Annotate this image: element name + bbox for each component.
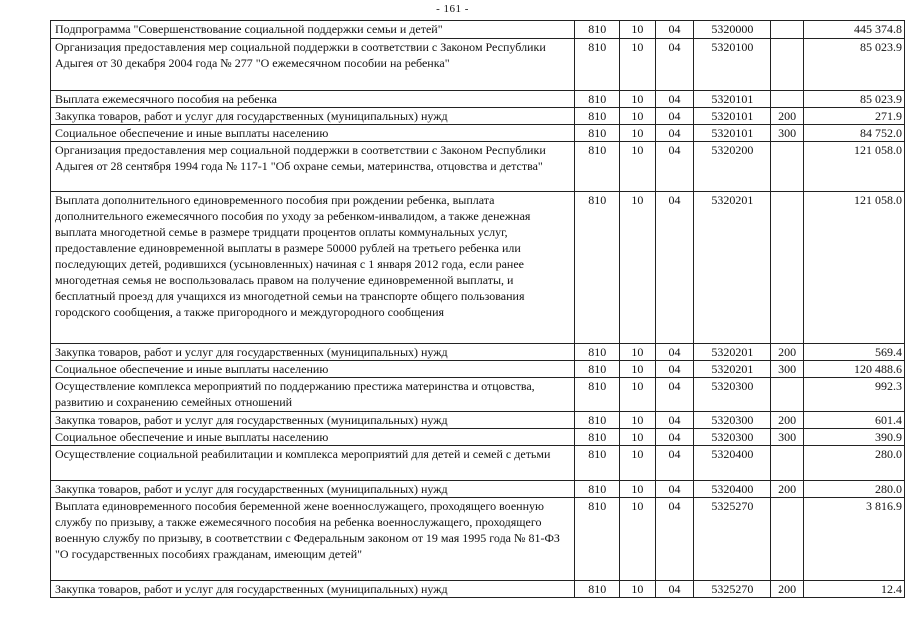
row-subsection: 04	[655, 142, 694, 192]
row-subsection: 04	[655, 91, 694, 108]
row-amount: 120 488.6	[803, 361, 904, 378]
row-article: 5320300	[694, 412, 771, 429]
table-row	[51, 446, 905, 481]
row-amount: 12.4	[803, 581, 904, 598]
row-article: 5320101	[694, 91, 771, 108]
row-ministry: 810	[575, 412, 620, 429]
row-amount: 84 752.0	[803, 125, 904, 142]
table-row	[51, 192, 905, 344]
row-name: Закупка товаров, работ и услуг для государственных (муниципальных) нужд	[51, 412, 575, 429]
row-subsection: 04	[655, 481, 694, 498]
row-subsection: 04	[655, 429, 694, 446]
table-row	[51, 429, 905, 446]
table-row	[51, 108, 905, 125]
table-row	[51, 361, 905, 378]
row-name: Социальное обеспечение и иные выплаты населению	[51, 429, 575, 446]
row-amount: 992.3	[803, 378, 904, 412]
row-expense-type	[771, 21, 803, 39]
row-subsection: 04	[655, 39, 694, 91]
row-name: Закупка товаров, работ и услуг для государственных (муниципальных) нужд	[51, 344, 575, 361]
row-name: Организация предоставления мер социальной поддержки в соответствии с Законом Республики Адыгея от 28 сентября 1994 года № 117-1 "Об охране семьи, материнства, отцовства и детства"	[51, 142, 575, 192]
row-section: 10	[620, 142, 656, 192]
row-article: 5320201	[694, 361, 771, 378]
row-expense-type	[771, 192, 803, 344]
row-section: 10	[620, 412, 656, 429]
row-expense-type	[771, 39, 803, 91]
row-ministry: 810	[575, 581, 620, 598]
row-name: Социальное обеспечение и иные выплаты населению	[51, 361, 575, 378]
page-number: - 161 -	[436, 3, 469, 15]
row-subsection: 04	[655, 581, 694, 598]
row-expense-type	[771, 446, 803, 481]
row-expense-type	[771, 91, 803, 108]
row-name: Выплата ежемесячного пособия на ребенка	[51, 91, 575, 108]
row-article: 5320300	[694, 429, 771, 446]
table-row	[51, 498, 905, 581]
row-section: 10	[620, 91, 656, 108]
row-article: 5325270	[694, 498, 771, 581]
row-article: 5320201	[694, 192, 771, 344]
row-section: 10	[620, 108, 656, 125]
row-ministry: 810	[575, 192, 620, 344]
table-row	[51, 344, 905, 361]
row-expense-type: 300	[771, 361, 803, 378]
row-ministry: 810	[575, 142, 620, 192]
table-row	[51, 412, 905, 429]
row-amount: 601.4	[803, 412, 904, 429]
row-expense-type: 200	[771, 481, 803, 498]
table-row	[51, 142, 905, 192]
row-ministry: 810	[575, 378, 620, 412]
row-name: Подпрограмма "Совершенствование социальной поддержки семьи и детей"	[51, 21, 575, 39]
row-expense-type: 300	[771, 125, 803, 142]
row-amount: 85 023.9	[803, 91, 904, 108]
row-amount: 85 023.9	[803, 39, 904, 91]
row-ministry: 810	[575, 344, 620, 361]
row-section: 10	[620, 581, 656, 598]
row-subsection: 04	[655, 361, 694, 378]
row-section: 10	[620, 429, 656, 446]
row-subsection: 04	[655, 344, 694, 361]
row-subsection: 04	[655, 21, 694, 39]
row-name: Организация предоставления мер социальной поддержки в соответствии с Законом Республики Адыгея от 30 декабря 2004 года № 277 "О ежемесячном пособии на ребенка"	[51, 39, 575, 91]
row-ministry: 810	[575, 446, 620, 481]
table-row	[51, 21, 905, 39]
row-amount: 3 816.9	[803, 498, 904, 581]
row-section: 10	[620, 39, 656, 91]
row-amount: 280.0	[803, 446, 904, 481]
row-subsection: 04	[655, 378, 694, 412]
row-expense-type: 200	[771, 344, 803, 361]
row-article: 5320300	[694, 378, 771, 412]
row-article: 5325270	[694, 581, 771, 598]
row-expense-type	[771, 378, 803, 412]
row-article: 5320200	[694, 142, 771, 192]
row-section: 10	[620, 125, 656, 142]
row-name: Осуществление комплекса мероприятий по поддержанию престижа материнства и отцовства, развитию и сохранению семейных отношений	[51, 378, 575, 412]
row-amount: 121 058.0	[803, 142, 904, 192]
row-name: Осуществление социальной реабилитации и комплекса мероприятий для детей и семей с детьми	[51, 446, 575, 481]
row-subsection: 04	[655, 108, 694, 125]
table-row	[51, 125, 905, 142]
table-row	[51, 378, 905, 412]
row-ministry: 810	[575, 21, 620, 39]
table-row	[51, 581, 905, 598]
row-subsection: 04	[655, 412, 694, 429]
row-ministry: 810	[575, 429, 620, 446]
row-amount: 271.9	[803, 108, 904, 125]
budget-table-body	[51, 21, 905, 598]
row-ministry: 810	[575, 361, 620, 378]
row-expense-type	[771, 142, 803, 192]
row-article: 5320201	[694, 344, 771, 361]
row-ministry: 810	[575, 108, 620, 125]
row-amount: 445 374.8	[803, 21, 904, 39]
row-expense-type: 300	[771, 429, 803, 446]
row-subsection: 04	[655, 125, 694, 142]
row-name: Закупка товаров, работ и услуг для государственных (муниципальных) нужд	[51, 481, 575, 498]
row-article: 5320100	[694, 39, 771, 91]
row-section: 10	[620, 378, 656, 412]
row-section: 10	[620, 21, 656, 39]
row-subsection: 04	[655, 498, 694, 581]
row-section: 10	[620, 446, 656, 481]
table-row	[51, 481, 905, 498]
row-amount: 390.9	[803, 429, 904, 446]
row-name: Социальное обеспечение и иные выплаты населению	[51, 125, 575, 142]
row-section: 10	[620, 481, 656, 498]
row-article: 5320101	[694, 125, 771, 142]
row-expense-type: 200	[771, 581, 803, 598]
row-subsection: 04	[655, 192, 694, 344]
row-amount: 280.0	[803, 481, 904, 498]
row-amount: 121 058.0	[803, 192, 904, 344]
row-expense-type: 200	[771, 412, 803, 429]
row-ministry: 810	[575, 39, 620, 91]
row-section: 10	[620, 192, 656, 344]
row-section: 10	[620, 498, 656, 581]
row-name: Закупка товаров, работ и услуг для государственных (муниципальных) нужд	[51, 108, 575, 125]
row-name: Выплата дополнительного единовременного пособия при рождении ребенка, выплата дополнительного ежемесячного пособия по уходу за ребенком-инвалидом, а также денежная выплата многодетной семье в размере тридцати процентов оплаты коммунальных услуг, предоставление единовременной выплаты в размере 50000 рублей на третьего ребенка или последующих детей, родившихся (усыновленных) начиная с 1 января 2012 года, если ранее многодетная семья не воспользовалась правом на получение единовременной выплаты, и бесплатный проезд для учащихся из многодетной семьи на транспорте общего пользования городского сообщения, а также пригородного и междугородного сообщения	[51, 192, 575, 344]
row-expense-type	[771, 498, 803, 581]
table-row	[51, 91, 905, 108]
table-row	[51, 39, 905, 91]
row-amount: 569.4	[803, 344, 904, 361]
row-ministry: 810	[575, 125, 620, 142]
row-article: 5320000	[694, 21, 771, 39]
row-name: Закупка товаров, работ и услуг для государственных (муниципальных) нужд	[51, 581, 575, 598]
row-name: Выплата единовременного пособия беременной жене военнослужащего, проходящего военную службу по призыву, а также ежемесячного пособия на ребенка военнослужащего, проходящего военную службу по призыву, в соответствии с Федеральным законом от 19 мая 1995 года № 81-ФЗ "О государственных пособиях гражданам, имеющим детей"	[51, 498, 575, 581]
row-ministry: 810	[575, 498, 620, 581]
row-expense-type: 200	[771, 108, 803, 125]
row-article: 5320400	[694, 446, 771, 481]
row-ministry: 810	[575, 481, 620, 498]
row-article: 5320101	[694, 108, 771, 125]
row-subsection: 04	[655, 446, 694, 481]
row-section: 10	[620, 361, 656, 378]
row-ministry: 810	[575, 91, 620, 108]
row-article: 5320400	[694, 481, 771, 498]
row-section: 10	[620, 344, 656, 361]
budget-table	[50, 20, 905, 598]
